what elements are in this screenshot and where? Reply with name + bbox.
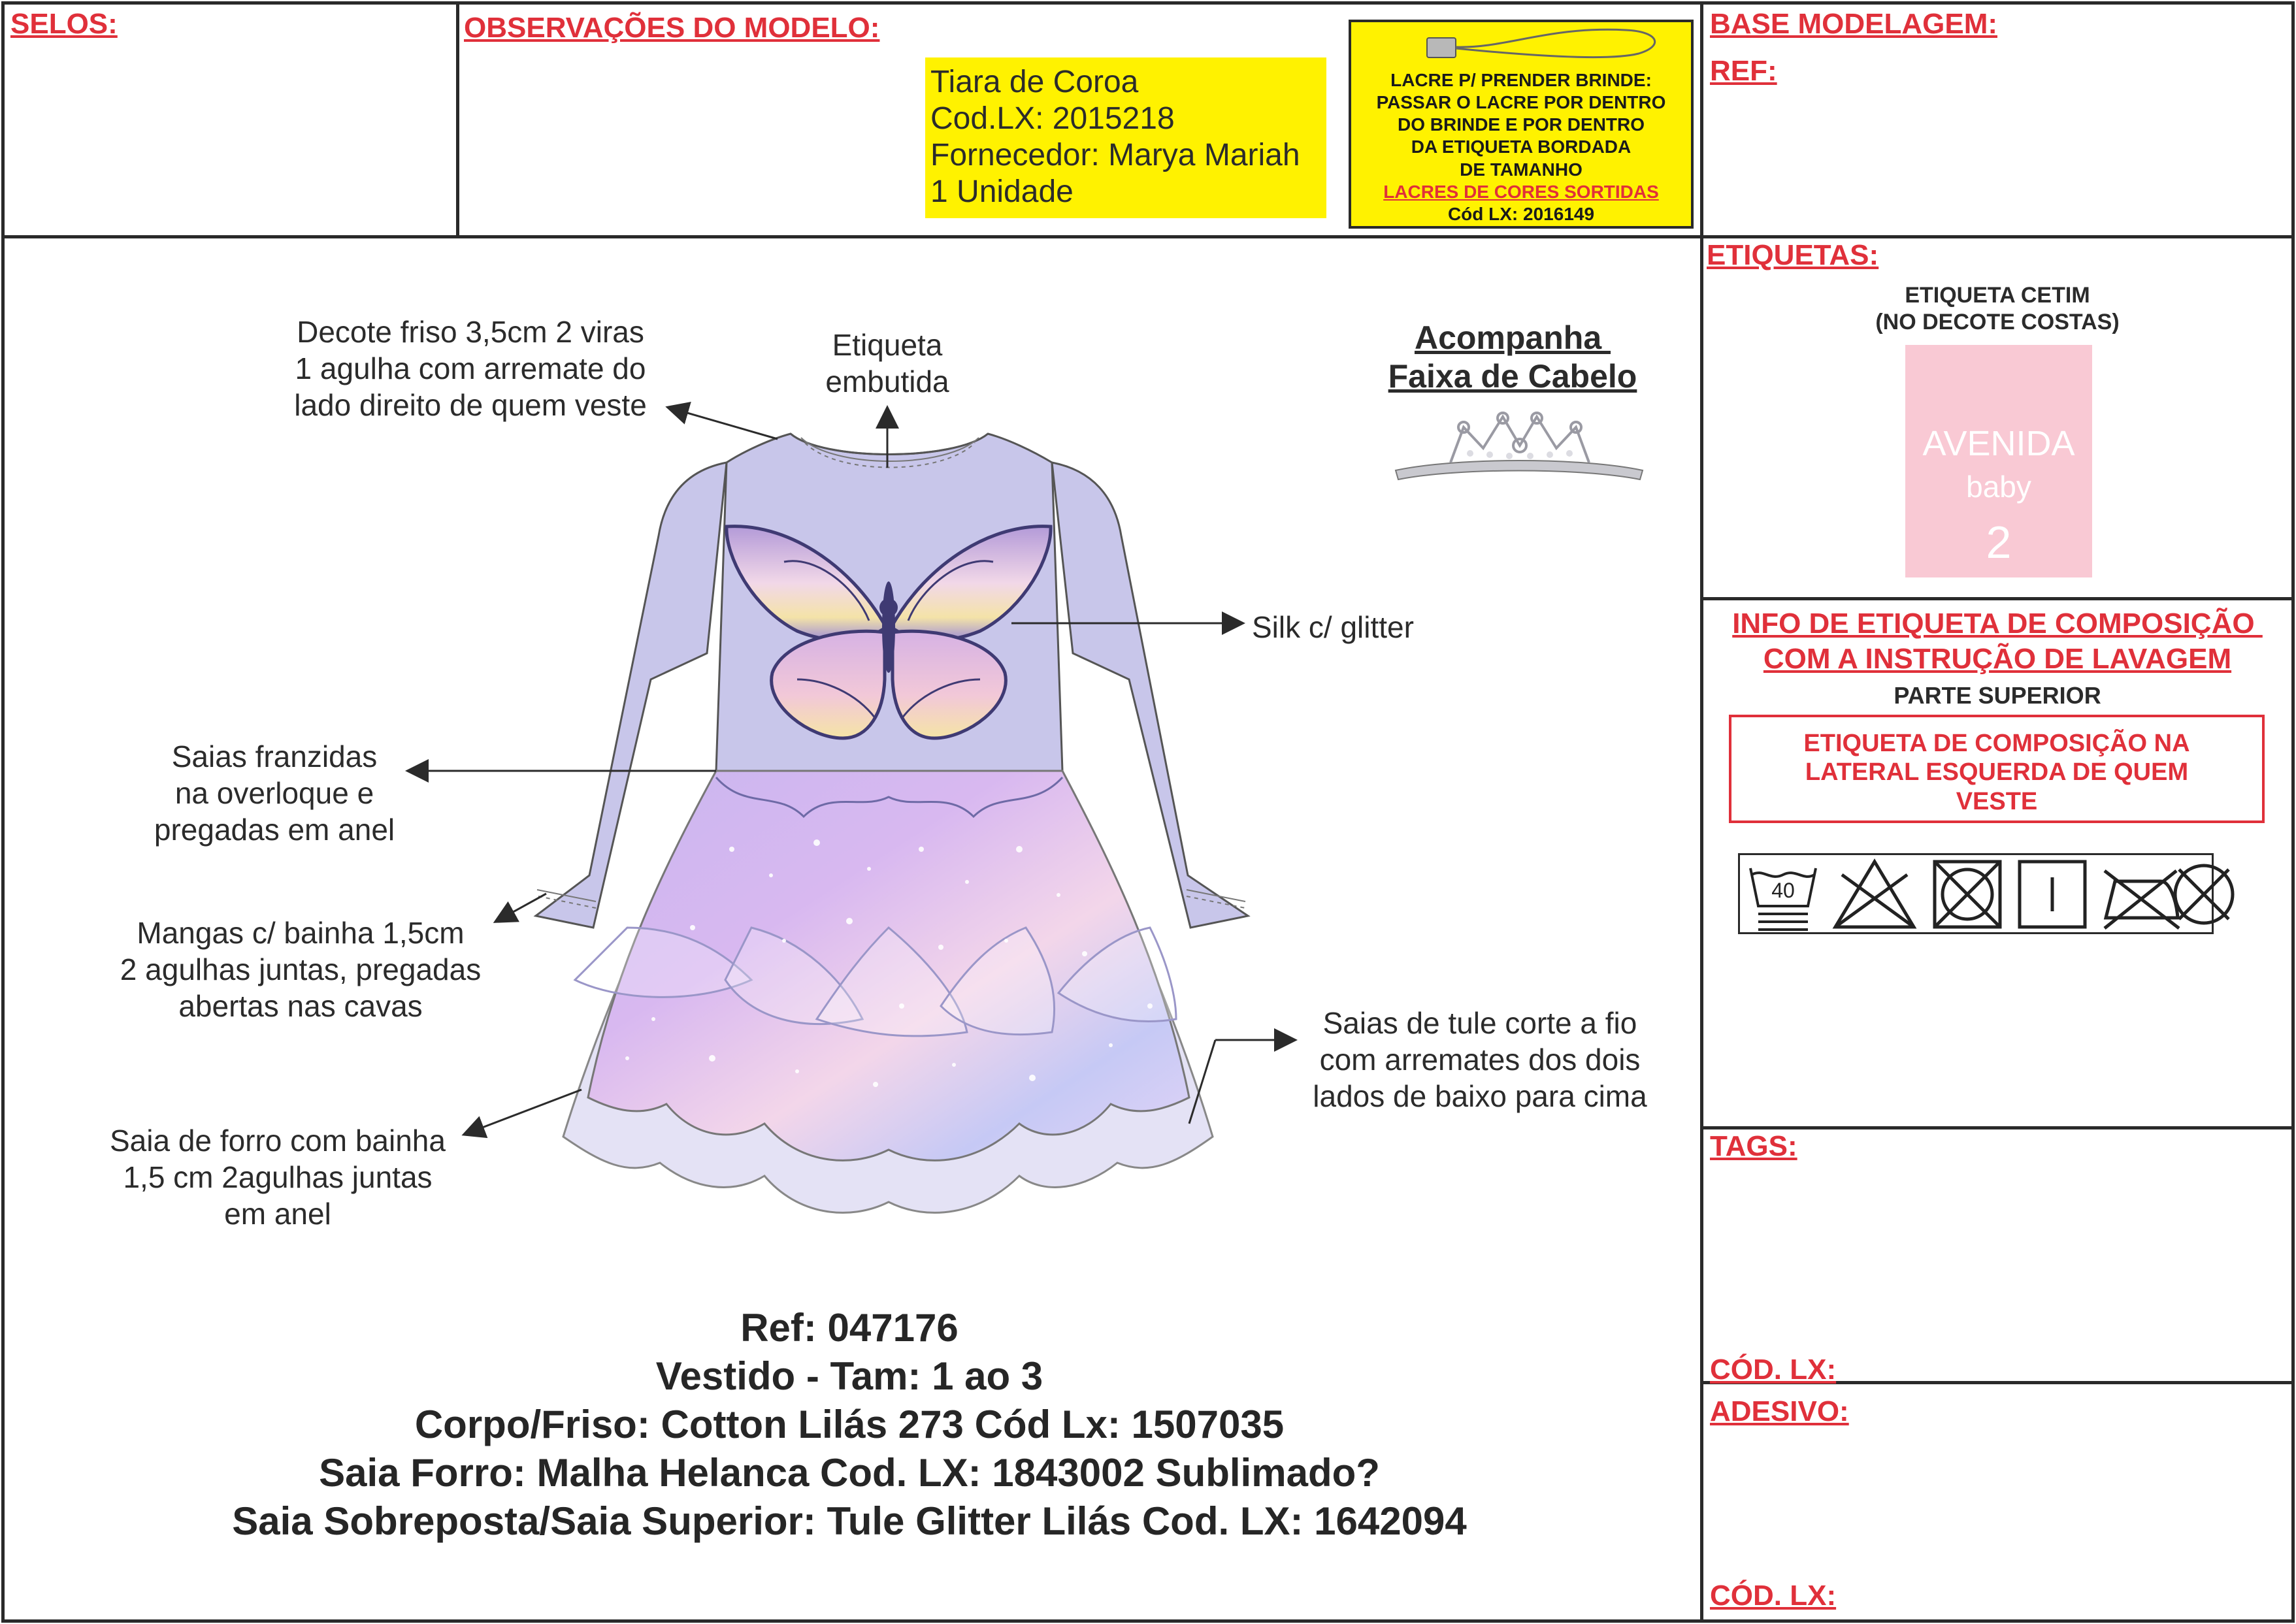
base-modelagem-label: BASE MODELAGEM: <box>1710 8 1997 40</box>
tiara-note-line: Fornecedor: Marya Mariah <box>930 138 1300 173</box>
sidebar-line-3 <box>1700 1126 2295 1129</box>
annotation-etiqueta-embutida: Etiqueta embutida <box>825 328 949 399</box>
satin-label-size: 2 <box>1986 517 2012 568</box>
satin-label-brand: AVENIDA <box>1922 424 2075 463</box>
lacre-seal-icon <box>1351 22 1696 68</box>
lacre-note-line: LACRE P/ PRENDER BRINDE: <box>1390 70 1652 90</box>
spec-vestido: Vestido - Tam: 1 ao 3 <box>655 1354 1043 1398</box>
tags-label: TAGS: <box>1710 1130 1797 1162</box>
cod-lx-adesivo-label: CÓD. LX: <box>1710 1580 1837 1612</box>
lacre-code-line: Cód LX: 2016149 <box>1447 203 1595 224</box>
no-tumble-dry-icon <box>1928 855 2007 934</box>
tiara-note-line: Tiara de Coroa <box>930 65 1139 99</box>
spec-saia-forro: Saia Forro: Malha Helanca Cod. LX: 1843002 Sublimado? <box>319 1451 1380 1495</box>
lacre-note <box>1349 20 1694 229</box>
annotation-saia-forro: Saia de forro com bainha 1,5 cm 2agulhas juntas em anel <box>110 1124 446 1231</box>
observacoes-label: OBSERVAÇÕES DO MODELO: <box>464 12 880 44</box>
satin-label-sub: baby <box>1966 470 2031 504</box>
annotation-saias-franzidas: Saias franzidas na overloque e pregadas em anel <box>154 739 395 847</box>
adesivo-label: ADESIVO: <box>1710 1395 1849 1427</box>
no-bleach-icon <box>1829 855 1920 934</box>
annotation-silk: Silk c/ glitter <box>1252 610 1414 644</box>
composicao-box: ETIQUETA DE COMPOSIÇÃO NA LATERAL ESQUERDA DE QUEM VESTE <box>1729 715 2265 823</box>
satin-label <box>1905 345 2092 577</box>
tiara-note-line: Cod.LX: 2015218 <box>930 101 1175 137</box>
selos-divider <box>456 1 459 238</box>
tiara-note-line: 1 Unidade <box>930 174 1074 210</box>
lacre-note-line: DA ETIQUETA BORDADA <box>1411 137 1632 157</box>
wash-temp: 40 <box>1771 879 1795 902</box>
accessory-title: Acompanha Faixa de Cabelo <box>1388 319 1637 395</box>
selos-label: SELOS: <box>10 8 118 40</box>
no-dry-clean-icon <box>2165 855 2243 934</box>
lacre-note-line: DE TAMANHO <box>1460 159 1583 180</box>
info-composicao-title: INFO DE ETIQUETA DE COMPOSIÇÃO COM A INSTRUÇÃO DE LAVAGEM <box>1732 608 2263 675</box>
parte-superior-label: PARTE SUPERIOR <box>1894 682 2101 709</box>
lacre-note-line: PASSAR O LACRE POR DENTRO <box>1376 92 1666 113</box>
etiquetas-label: ETIQUETAS: <box>1707 239 1879 271</box>
tiara-icon <box>1392 408 1647 486</box>
sidebar-line-1 <box>1700 235 2295 238</box>
spec-ref: Ref: 047176 <box>740 1306 959 1350</box>
annotation-mangas: Mangas c/ bainha 1,5cm 2 agulhas juntas, pregadas abertas nas cavas <box>120 916 482 1024</box>
lacre-colors-line: LACRES DE CORES SORTIDAS <box>1383 181 1659 202</box>
annotation-decote: Decote friso 3,5cm 2 viras 1 agulha com arremate do lado direito de quem veste <box>294 315 647 423</box>
etiqueta-cetim-title: ETIQUETA CETIM (NO DECOTE COSTAS) <box>1875 283 2120 334</box>
lacre-note-line: DO BRINDE E POR DENTRO <box>1397 114 1645 135</box>
annotation-saias-tule: Saias de tule corte a fio com arremates dos dois lados de baixo para cima <box>1313 1006 1647 1114</box>
sidebar-divider <box>1700 1 1703 1623</box>
spec-corpo: Corpo/Friso: Cotton Lilás 273 Cód Lx: 1507035 <box>414 1403 1285 1446</box>
sidebar-line-2 <box>1700 597 2295 600</box>
cod-lx-tags-label: CÓD. LX: <box>1710 1354 1837 1386</box>
care-symbols <box>1738 853 2214 934</box>
tiara-note <box>925 57 1326 218</box>
line-dry-icon <box>2013 855 2091 934</box>
spec-saia-sobreposta: Saia Sobreposta/Saia Superior: Tule Glitter Lilás Cod. LX: 1642094 <box>232 1499 1467 1543</box>
ref-label: REF: <box>1710 55 1777 87</box>
